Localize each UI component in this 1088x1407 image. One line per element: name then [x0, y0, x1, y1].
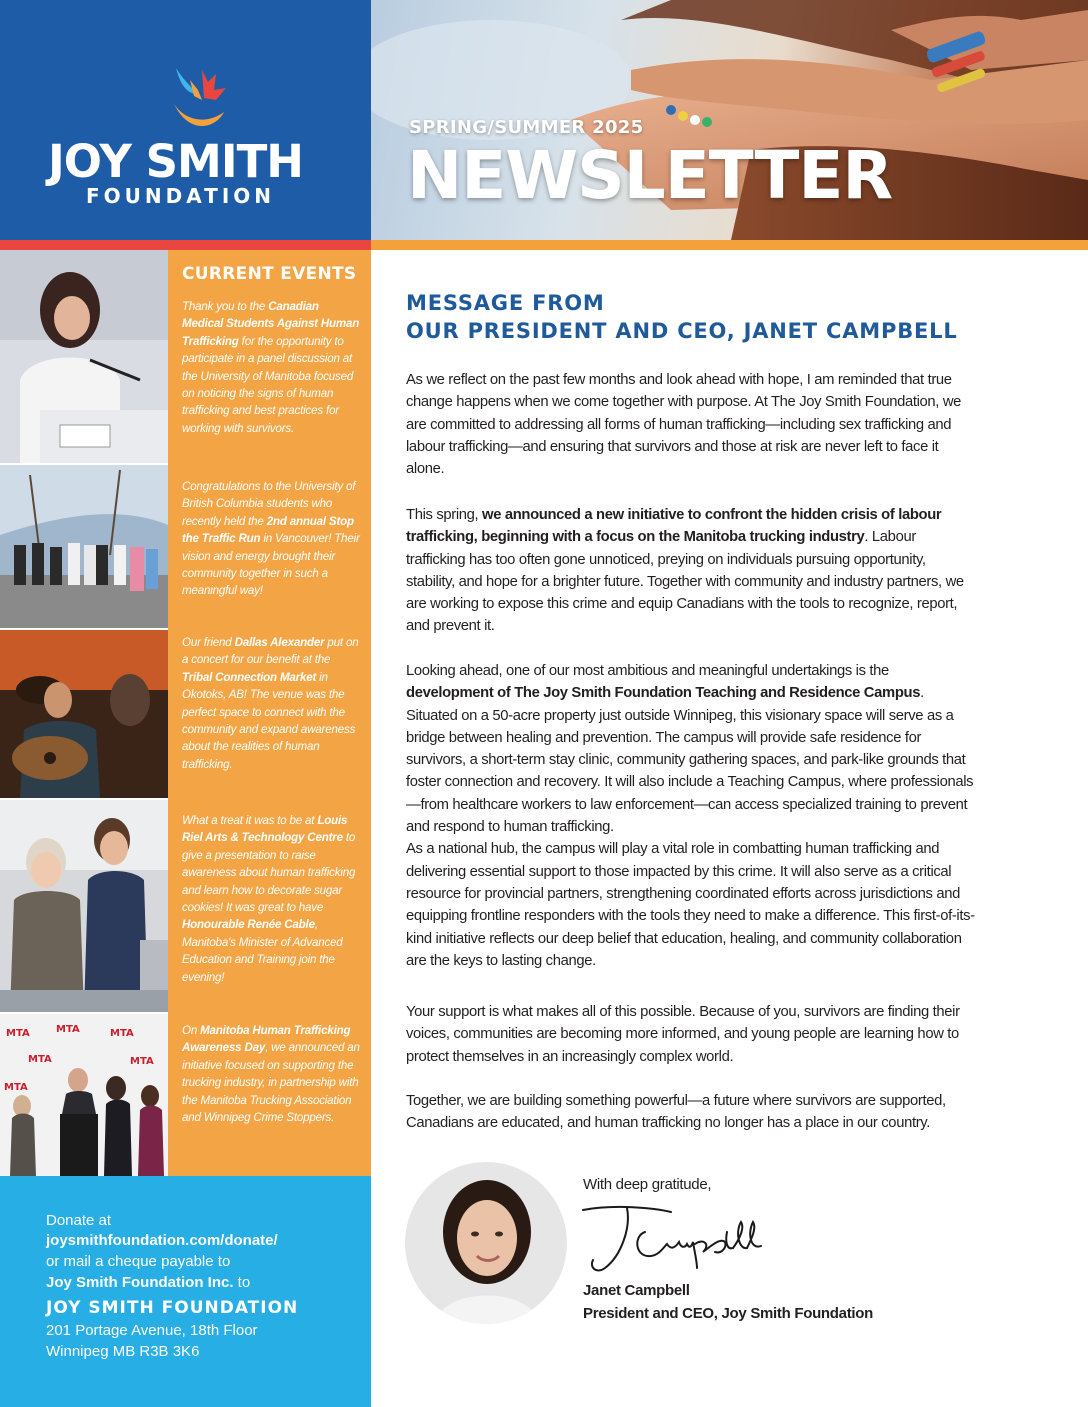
event-highlight: Manitoba Human Trafficking Awareness Day [182, 1024, 351, 1055]
event-item: Thank you to the Canadian Medical Students Against Human Trafficking for the opportunity to participate in a panel discussion at the University of Manitoba focused on noticing the signs of human trafficking and best practices for working with survivors. [182, 300, 360, 435]
event-highlight: 2nd annual Stop the Traffic Run [182, 514, 354, 546]
event-photo-panel-discussion [0, 250, 168, 463]
svg-text:MTA: MTA [110, 1028, 134, 1039]
newsletter-title: NEWSLETTER [407, 137, 893, 214]
donate-address-line1: 201 Portage Avenue, 18th Floor [46, 1322, 258, 1339]
message-paragraph-3: Looking ahead, one of our most ambitious and meaningful undertakings is the development of The Joy Smith Foundation Teaching and Residence Campus. Situated on a 50-acre property just outside Winnipeg, this visionary space will serve as a bridge between healing and prevention. The campus will provide safe residence for survivors, a short-term stay clinic, community gathering spaces, and park-like grounds that foster connection and recovery. It will also include a Teaching Campus, where professionals—from healthcare workers to law enforcement—can access specialized training to prevent and respond to human trafficking. As a national hub, the campus will play a vital role in combatting human trafficking and delivering essential support to those impacted by this crime. It will also serve as a critical resource for provincial partners, strengthening coordinated efforts across jurisdictions and equipping frontline responders with the tools they need to make a difference. This first-of-its-kind initiative reflects our deep belief that education, healing, and community collaboration are the keys to lasting change. [406, 663, 975, 969]
current-events-title: CURRENT EVENTS [182, 264, 357, 284]
svg-text:MTA: MTA [56, 1024, 80, 1035]
svg-text:MTA: MTA [130, 1056, 154, 1067]
newsletter-season: SPRING/SUMMER 2025 [409, 117, 644, 138]
hero-banner [371, 0, 1088, 240]
signer-name: Janet Campbell [583, 1282, 690, 1299]
message-heading-name: JANET CAMPBELL [743, 319, 958, 343]
svg-text:MTA: MTA [4, 1082, 28, 1093]
event-highlight: Louis Riel Arts & Technology Centre [182, 814, 348, 845]
event-item: What a treat it was to be at Louis Riel Arts & Technology Centre to give a presentation to raise awareness about human trafficking and learn how to decorate sugar cookies! It was great to have Honourable Renée Cable, Manitoba's Minister of Advanced Education and Training join the evening! [182, 814, 356, 984]
event-photo-awareness-day [0, 1014, 168, 1176]
signer-title: President and CEO, Joy Smith Foundation [583, 1305, 873, 1322]
svg-text:MTA: MTA [28, 1054, 52, 1065]
current-events-panel [168, 250, 371, 1176]
svg-text:MTA: MTA [6, 1028, 30, 1039]
event-photo-concert [0, 630, 168, 798]
donate-payee: Joy Smith Foundation Inc. to [46, 1274, 251, 1291]
message-paragraph-2: This spring, we announced a new initiative to confront the hidden crisis of labour trafficking, beginning with a focus on the Manitoba trucking industry. Labour trafficking has too often gone unnoticed, preying on individuals pursuing opportunity, stability, and hope for a brighter future. Together with community and industry partners, we are working to expose this crime and equip Canadians with the tools to recognize, report, and prevent it. [406, 507, 964, 635]
maple-leaf-logo-icon [168, 64, 228, 140]
event-photos [0, 250, 168, 1176]
event-item: Congratulations to the University of British Columbia students who recently held the 2nd annual Stop the Traffic Run in Vancouver! Their vision and energy brought their community together in such a meaningful way! [182, 480, 360, 598]
event-item: On Manitoba Human Trafficking Awareness Day, we announced an initiative focused on supporting the trucking industry, in partnership with the Manitoba Trucking Association and Winnipeg Crime Stoppers. [182, 1024, 360, 1125]
donate-address-line2: Winnipeg MB R3B 3K6 [46, 1343, 200, 1360]
event-highlight: Canadian Medical Students Against Human Trafficking [182, 300, 360, 348]
donate-panel [0, 1176, 371, 1407]
header-stripe-red [0, 240, 371, 250]
donate-link[interactable]: joysmithfoundation.com/donate/ [46, 1232, 278, 1249]
header-stripe-orange [371, 240, 1088, 250]
event-highlight: Tribal Connection Market [182, 670, 317, 684]
message-heading: MESSAGE FROM OUR PRESIDENT AND CEO, JANET CAMPBELL [406, 291, 958, 343]
event-photo-cookie-decorating [0, 800, 168, 1012]
donate-intro: Donate at [46, 1212, 112, 1229]
event-photo-traffic-run [0, 465, 168, 628]
event-item: Our friend Dallas Alexander put on a concert for our benefit at the Tribal Connection Market in Okotoks, AB! The venue was the perfect space to connect with the community and expand awareness about the realities of human trafficking. [182, 636, 359, 771]
event-highlight: Dallas Alexander [234, 636, 325, 649]
message-paragraph-4: Your support is what makes all of this possible. Because of you, survivors are finding their voices, communities are becoming more informed, and young people are learning how to protect themselves in an increasingly complex world. [406, 1004, 960, 1065]
signature-graphic [575, 1198, 785, 1278]
logo-title: JOY SMITH [48, 135, 303, 188]
donate-org-name: JOY SMITH FOUNDATION [46, 1298, 299, 1318]
closing-text: With deep gratitude, [583, 1176, 712, 1193]
message-paragraph-5: Together, we are building something powerful—a future where survivors are supported, Canadians are educated, and human trafficking no longer has a place in our country. [406, 1093, 946, 1132]
ceo-portrait [405, 1162, 567, 1324]
logo-subtitle: FOUNDATION [86, 184, 275, 208]
event-highlight: Honourable Renée Cable [182, 918, 315, 932]
logo-block [0, 0, 371, 240]
donate-cheque-text: or mail a cheque payable to [46, 1253, 231, 1270]
message-paragraph-1: As we reflect on the past few months and look ahead with hope, I am reminded that true change happens when we come together with purpose. At The Joy Smith Foundation, we are committed to addressing all forms of human trafficking—including sex trafficking and labour trafficking—and ensuring that survivors and those at risk are never left to face it alone. [406, 372, 962, 478]
